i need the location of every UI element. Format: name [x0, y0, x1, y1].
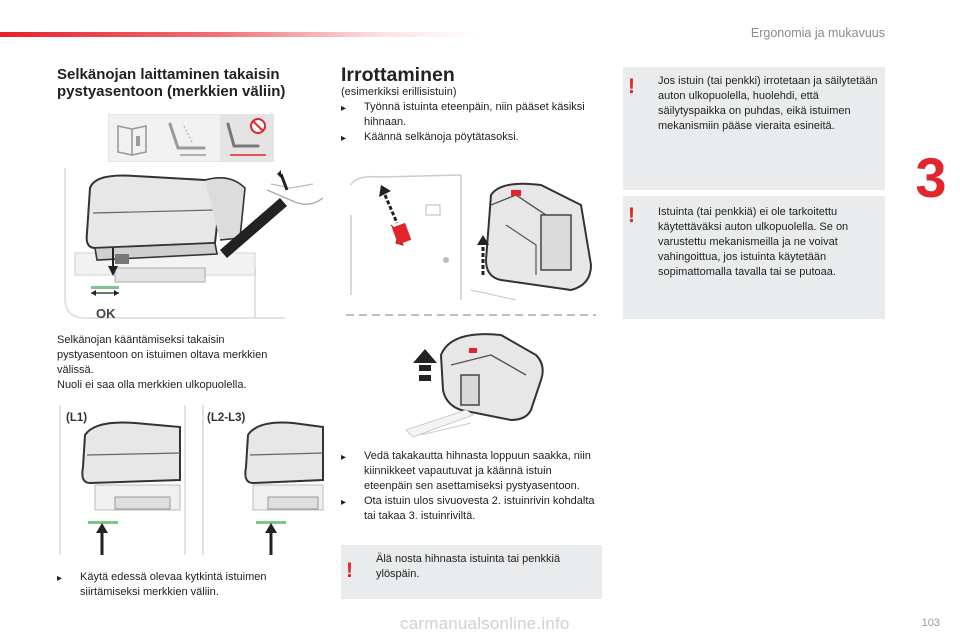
warning-text: Istuinta (tai penkkiä) ei ole tarkoitettu käytettäväksi auton ulkopuolella. Se on varustettu mekanismeilla ja ne voivat vahingoittua, jos istuinta käytetään sopimattomalla tavalla tai se putoaa. [658, 206, 849, 278]
bullet-arrow-icon: ▸ [57, 573, 63, 584]
bullet-arrow-icon: ▸ [341, 497, 347, 508]
right-warning-box-2 [623, 196, 885, 319]
left-bullet-list [57, 570, 327, 600]
paragraph-line: pystyasentoon on istuimen oltava merkkien [57, 349, 268, 361]
middle-warning-box [341, 545, 602, 599]
list-item: ▸ Vedä takakautta hihnasta loppuun saakka, niin kiinnikkeet vapautuvat ja käännä istuin eteenpäin sen asettamiseksi pystyasentoon. [341, 450, 591, 492]
list-item: ▸ Ota istuin ulos sivuovesta 2. istuinrivin kohdalta tai takaa 3. istuinriviltä. [341, 495, 595, 522]
middle-top-list [341, 100, 601, 145]
watermark: carmanualsonline.info [400, 614, 570, 633]
list-item: ▸ Työnnä istuinta eteenpäin, niin pääset käsiksi hihnaan. [341, 101, 585, 128]
label-l1: (L1) [66, 412, 88, 424]
seat-backrest-illustration [55, 168, 330, 328]
middle-section-subtitle: (esimerkiksi erillisistuin) [341, 86, 457, 98]
label-l2l3: (L2-L3) [207, 412, 246, 424]
header-accent-bar [0, 32, 480, 37]
page-number: 103 [921, 617, 940, 629]
list-item: ▸ Käytä edessä olevaa kytkintä istuimen siirtämiseksi merkkien väliin. [57, 571, 267, 598]
warning-exclamation-icon: ! [628, 75, 635, 98]
paragraph-line: välissä. [57, 364, 94, 376]
middle-section-title: Irrottaminen [341, 64, 455, 86]
middle-bottom-list [341, 449, 603, 524]
right-warning-box-1 [623, 67, 885, 190]
paragraph-line: Nuoli ei saa olla merkkien ulkopuolella. [57, 379, 247, 391]
backrest-paragraph [57, 333, 327, 393]
seat-l2l3-illustration [198, 405, 328, 560]
warning-text: Älä nosta hihnasta istuinta tai penkkiä ylöspäin. [376, 553, 561, 580]
section-header-title: Ergonomia ja mukavuus [750, 26, 885, 40]
pictogram-strip [108, 114, 274, 162]
seat-l1-illustration [55, 405, 195, 560]
list-item: ▸ Käännä selkänoja pöytätasoksi. [341, 131, 519, 144]
warning-exclamation-icon: ! [346, 559, 353, 582]
bullet-arrow-icon: ▸ [341, 133, 347, 144]
bullet-arrow-icon: ▸ [341, 103, 347, 114]
warning-text: Jos istuin (tai penkki) irrotetaan ja säilytetään auton ulkopuolella, huolehdi, että säilytyspaikka on puhdas, eikä istuimen mekanismiin pääse vieraita esineitä. [658, 75, 878, 132]
ok-label: OK [96, 306, 116, 321]
paragraph-line: Selkänojan kääntämiseksi takaisin [57, 334, 225, 346]
bullet-arrow-icon: ▸ [341, 452, 347, 463]
chapter-number: 3 [915, 146, 947, 209]
warning-exclamation-icon: ! [628, 204, 635, 227]
seat-removal-illustration [341, 165, 603, 445]
left-section-title: Selkänojan laittaminen takaisin pystyasentoon (merkkien väliin) [57, 66, 286, 100]
